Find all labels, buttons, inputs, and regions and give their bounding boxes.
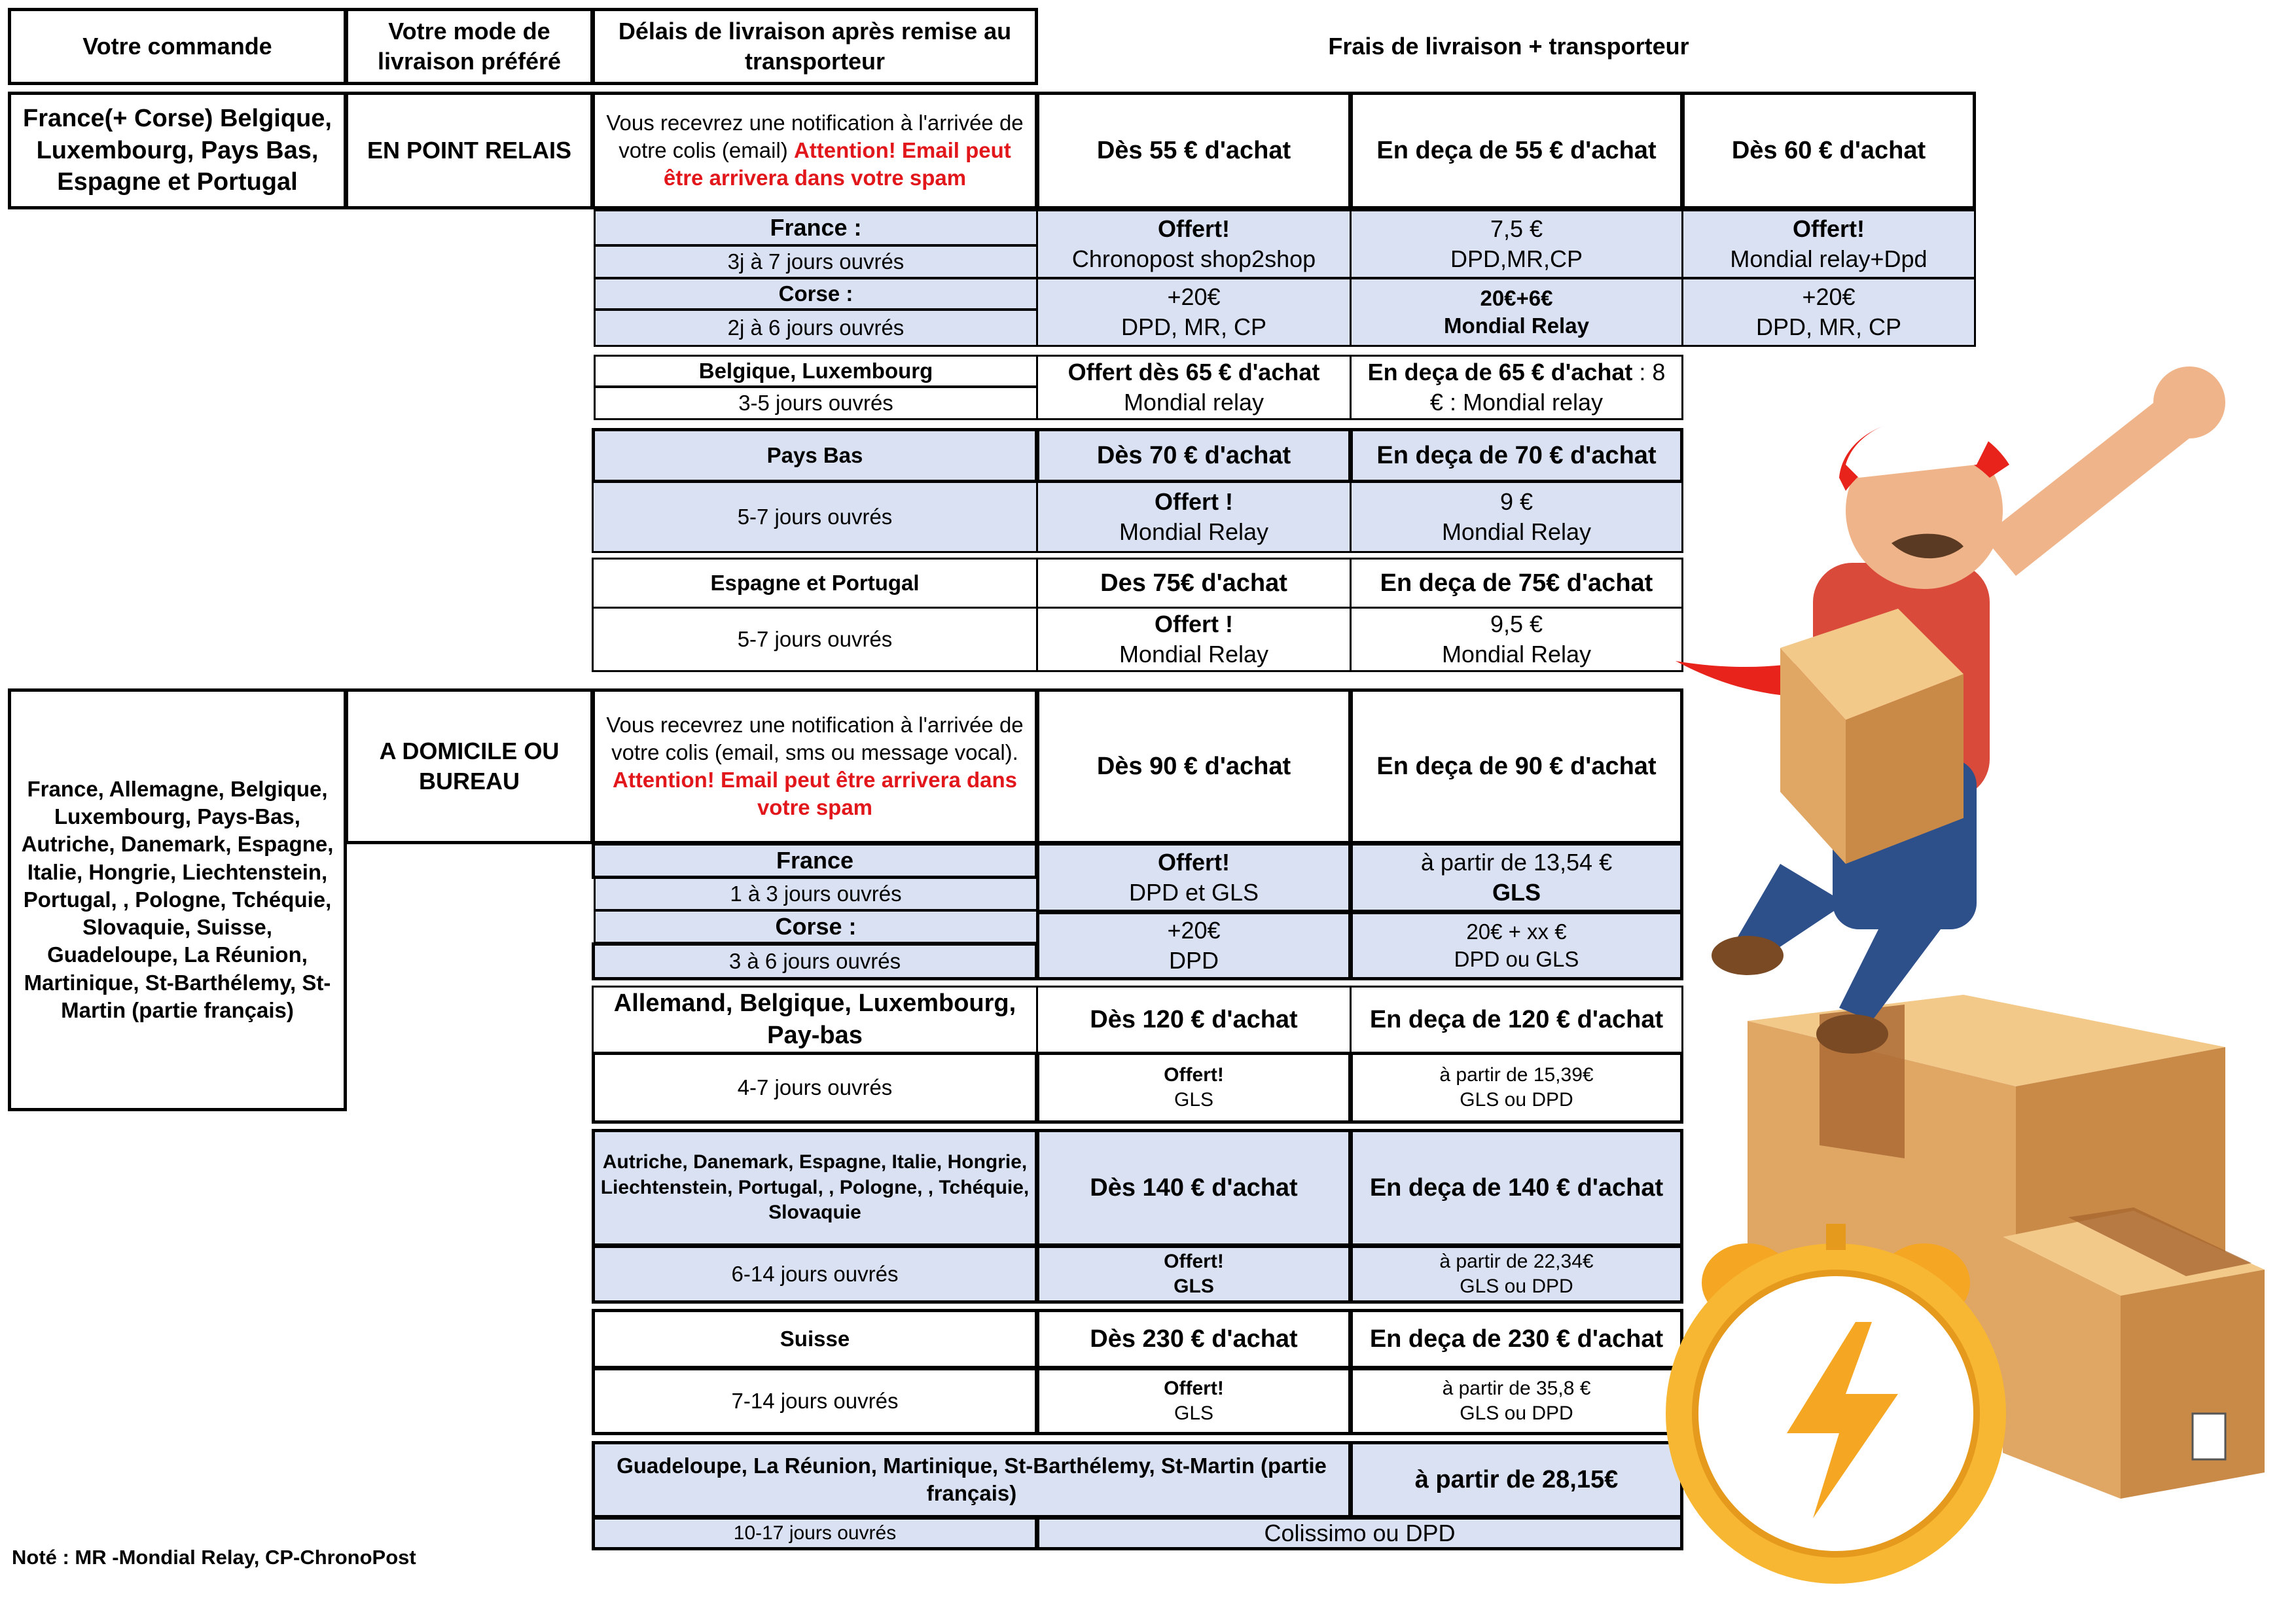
footnote: Noté : MR -Mondial Relay, CP-ChronoPost [12, 1546, 416, 1569]
home-de-name: Allemand, Belgique, Luxembourg, Pay-bas [592, 986, 1038, 1054]
relay-france-price: 7,5 € DPD,MR,CP [1350, 209, 1683, 279]
home-ch-threshold-2: En deça de 230 € d'achat [1350, 1309, 1683, 1369]
relay-warning: Attention! Email peut être arrivera dans votre spam [663, 137, 1011, 190]
small-box-icon [2003, 1207, 2265, 1499]
alarm-clock-icon [1666, 1224, 2006, 1584]
home-dom-delay: 10-17 jours ouvrés [592, 1516, 1038, 1550]
relay-belux-price: En deça de 65 € d'achat : 8 € : Mondial relay [1350, 355, 1683, 420]
header-mode: Votre mode de livraison préféré [345, 8, 594, 85]
home-ch-threshold-1: Dès 230 € d'achat [1036, 1309, 1352, 1369]
delivery-man-icon [1676, 366, 2225, 1054]
relay-nl-name: Pays Bas [592, 428, 1038, 483]
home-eu-price: à partir de 22,34€ GLS ou DPD [1350, 1245, 1683, 1304]
relay-france-free: Offert! Chronopost shop2shop [1036, 209, 1352, 279]
home-corse-price: 20€ + xx € DPD ou GLS [1350, 911, 1683, 980]
home-de-free: Offert! GLS [1036, 1052, 1352, 1124]
home-france-price: à partir de 13,54 € GLS [1350, 842, 1683, 913]
home-threshold-2: En deça de 90 € d'achat [1350, 688, 1683, 844]
home-ch-name: Suisse [592, 1309, 1038, 1369]
home-ch-price: à partir de 35,8 € GLS ou DPD [1350, 1367, 1683, 1435]
relay-nl-price: 9 € Mondial Relay [1350, 481, 1683, 553]
relay-corse-price: 20€+6€ Mondial Relay [1350, 277, 1683, 347]
relay-es-threshold-1: Des 75€ d'achat [1036, 558, 1352, 609]
home-eu-name: Autriche, Danemark, Espagne, Italie, Hongrie, Liechtenstein, Portugal, , Pologne, , Tchéquie, Slovaquie [592, 1129, 1038, 1247]
relay-countries: France(+ Corse) Belgique, Luxembourg, Pays Bas, Espagne et Portugal [8, 92, 347, 209]
relay-belux-free: Offert dès 65 € d'achat Mondial relay [1036, 355, 1352, 420]
relay-france-name: France : [594, 209, 1038, 246]
relay-mode: EN POINT RELAIS [345, 92, 594, 209]
header-order: Votre commande [8, 8, 347, 85]
home-notice: Vous recevrez une notification à l'arrivée de votre colis (email, sms ou message vocal). Attention! Email peut être arrivera dans votre spam [592, 688, 1038, 844]
home-de-delay: 4-7 jours ouvrés [592, 1052, 1038, 1124]
relay-threshold-3: Dès 60 € d'achat [1681, 92, 1976, 209]
home-threshold-1: Dès 90 € d'achat [1036, 688, 1352, 844]
delivery-illustration [1597, 366, 2291, 1616]
home-eu-threshold-1: Dès 140 € d'achat [1036, 1129, 1352, 1247]
relay-nl-threshold-1: Dès 70 € d'achat [1036, 428, 1352, 483]
home-de-price: à partir de 15,39€ GLS ou DPD [1350, 1052, 1683, 1124]
relay-threshold-2: En deça de 55 € d'achat [1350, 92, 1683, 209]
home-warning: Attention! Email peut être arrivera dans votre spam [613, 768, 1017, 820]
home-mode: A DOMICILE OU BUREAU [345, 688, 594, 844]
relay-nl-threshold-2: En deça de 70 € d'achat [1350, 428, 1683, 483]
home-corse-name: Corse : [594, 910, 1038, 944]
home-dom-price: à partir de 28,15€ [1350, 1441, 1683, 1518]
home-dom-carrier: Colissimo ou DPD [1036, 1516, 1683, 1550]
relay-corse-name: Corse : [594, 277, 1038, 310]
relay-es-free: Offert ! Mondial Relay [1036, 607, 1352, 672]
relay-es-delay: 5-7 jours ouvrés [592, 607, 1038, 672]
relay-notice: Vous recevrez une notification à l'arrivée de votre colis (email) Attention! Email peut être arrivera dans votre spam [592, 92, 1038, 209]
home-de-threshold-1: Dès 120 € d'achat [1036, 986, 1352, 1054]
relay-france-delay: 3j à 7 jours ouvrés [594, 245, 1038, 279]
home-dom-name: Guadeloupe, La Réunion, Martinique, St-Barthélemy, St-Martin (partie français) [592, 1441, 1352, 1518]
home-eu-delay: 6-14 jours ouvrés [592, 1245, 1038, 1304]
home-france-delay: 1 à 3 jours ouvrés [594, 877, 1038, 911]
home-de-threshold-2: En deça de 120 € d'achat [1350, 986, 1683, 1054]
home-france-free: Offert! DPD et GLS [1036, 842, 1352, 913]
home-eu-threshold-2: En deça de 140 € d'achat [1350, 1129, 1683, 1247]
relay-france-free-3: Offert! Mondial relay+Dpd [1681, 209, 1976, 279]
relay-es-threshold-2: En deça de 75€ d'achat [1350, 558, 1683, 609]
relay-nl-free: Offert ! Mondial Relay [1036, 481, 1352, 553]
home-corse-extra: +20€ DPD [1036, 911, 1352, 980]
home-france-name: France [592, 842, 1038, 879]
home-countries: France, Allemagne, Belgique, Luxembourg, Pays-Bas, Autriche, Danemark, Espagne, Italie, Hongrie, Liechtenstein, Portugal, , Pologne, Tchéquie, Slovaquie, Suisse, Guadeloupe, La Réunion, Martinique, St-Barthélemy, St-Martin (partie français) [8, 688, 347, 1111]
header-delay: Délais de livraison après remise au transporteur [592, 8, 1038, 85]
home-ch-free: Offert! GLS [1036, 1367, 1352, 1435]
relay-es-name: Espagne et Portugal [592, 558, 1038, 609]
relay-belux-delay: 3-5 jours ouvrés [594, 386, 1038, 420]
relay-belux-name: Belgique, Luxembourg [594, 355, 1038, 387]
relay-corse-extra: +20€ DPD, MR, CP [1036, 277, 1352, 347]
relay-corse-delay: 2j à 6 jours ouvrés [594, 309, 1038, 347]
home-eu-free: Offert! GLS [1036, 1245, 1352, 1304]
relay-nl-delay: 5-7 jours ouvrés [592, 481, 1038, 553]
header-fees: Frais de livraison + transporteur [1328, 32, 1689, 60]
relay-threshold-1: Dès 55 € d'achat [1036, 92, 1352, 209]
home-corse-delay: 3 à 6 jours ouvrés [592, 942, 1038, 980]
relay-corse-extra-3: +20€ DPD, MR, CP [1681, 277, 1976, 347]
relay-es-price: 9,5 € Mondial Relay [1350, 607, 1683, 672]
home-ch-delay: 7-14 jours ouvrés [592, 1367, 1038, 1435]
